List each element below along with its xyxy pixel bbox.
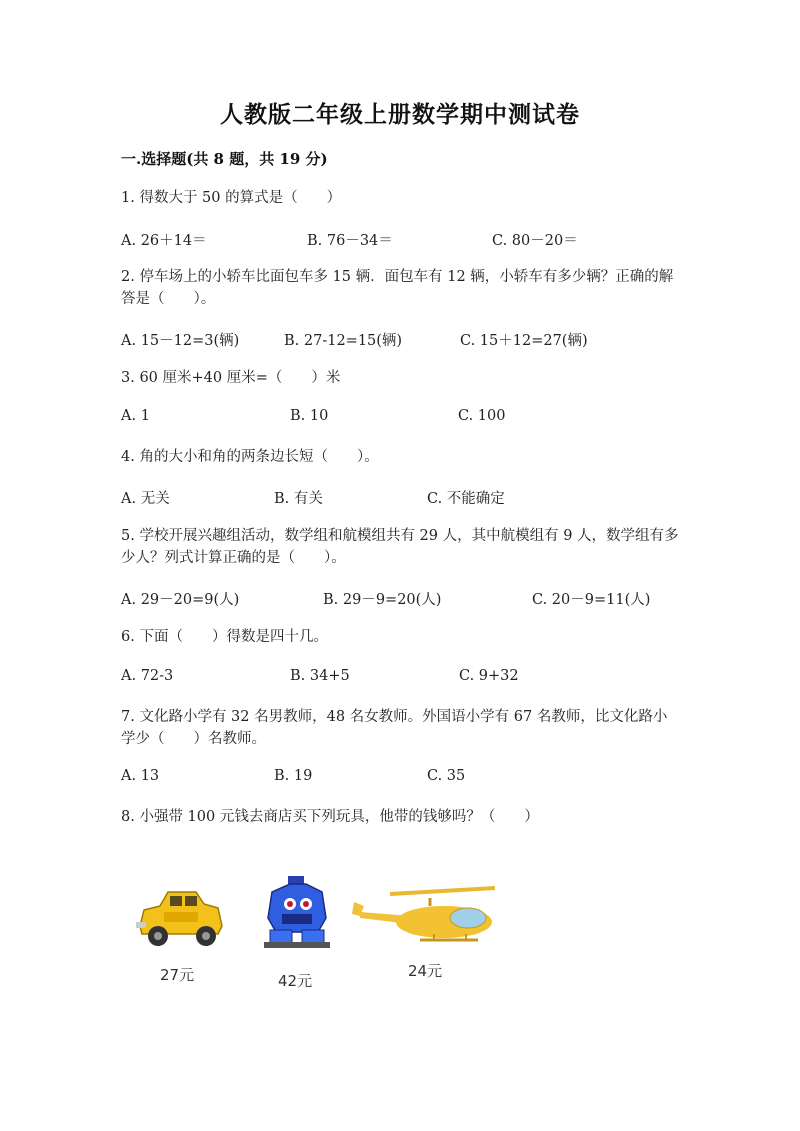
q3-option-a: A. 1 [121, 408, 150, 424]
q2-option-b: B. 27-12=15(辆) [284, 333, 403, 349]
section-heading: 一.选择题(共 8 题，共 19 分) [121, 150, 328, 168]
question-6: 6. 下面（ ）得数是四十几。 [121, 629, 328, 645]
q3-option-c: C. 100 [458, 408, 506, 424]
question-8: 8. 小强带 100 元钱去商店买下列玩具，他带的钱够吗？（ ） [121, 809, 539, 825]
toys-figure [122, 860, 510, 1002]
question-7: 7. 文化路小学有 32 名男教师，48 名女教师。外国语小学有 67 名教师，比文化路小学少（ ）名教师。 [121, 709, 668, 747]
question-4: 4. 角的大小和角的两条边长短（ ）。 [121, 449, 379, 465]
q5-option-a: A. 29－20=9(人) [121, 592, 240, 608]
price-robot: 42元 [278, 972, 313, 990]
q7-option-c: C. 35 [427, 768, 466, 784]
q3-option-b: B. 10 [290, 408, 329, 424]
page-title: 人教版二年级上册数学期中测试卷 [220, 101, 580, 128]
q6-option-a: A. 72-3 [121, 668, 174, 684]
toy-helicopter-icon [350, 882, 500, 952]
price-helicopter: 24元 [408, 962, 443, 980]
q1-option-c: C. 80－20＝ [492, 233, 578, 249]
q4-option-c: C. 不能确定 [427, 491, 505, 507]
question-5: 5. 学校开展兴趣组活动，数学组和航模组共有 29 人，其中航模组有 9 人，数学组有多少人？列式计算正确的是（ ）。 [121, 528, 679, 566]
q7-option-a: A. 13 [121, 768, 160, 784]
question-3: 3. 60 厘米+40 厘米=（ ）米 [121, 370, 341, 386]
q1-option-b: B. 76－34＝ [307, 233, 393, 249]
toy-car-icon [134, 886, 226, 950]
q6-option-c: C. 9+32 [459, 668, 519, 684]
q2-option-a: A. 15－12=3(辆) [121, 333, 240, 349]
q7-option-b: B. 19 [274, 768, 313, 784]
q2-option-c: C. 15＋12=27(辆) [460, 333, 588, 349]
question-1: 1. 得数大于 50 的算式是（ ） [121, 190, 342, 206]
q4-option-a: A. 无关 [121, 491, 170, 507]
q4-option-b: B. 有关 [274, 491, 323, 507]
toy-robot-icon [260, 874, 334, 952]
q1-option-a: A. 26＋14＝ [121, 233, 207, 249]
q5-option-b: B. 29－9=20(人) [323, 592, 442, 608]
question-2: 2. 停车场上的小轿车比面包车多 15 辆．面包车有 12 辆，小轿车有多少辆？正确的解答是（ ）。 [121, 269, 674, 307]
price-car: 27元 [160, 966, 195, 984]
q5-option-c: C. 20－9=11(人) [532, 592, 651, 608]
q6-option-b: B. 34+5 [290, 668, 350, 684]
